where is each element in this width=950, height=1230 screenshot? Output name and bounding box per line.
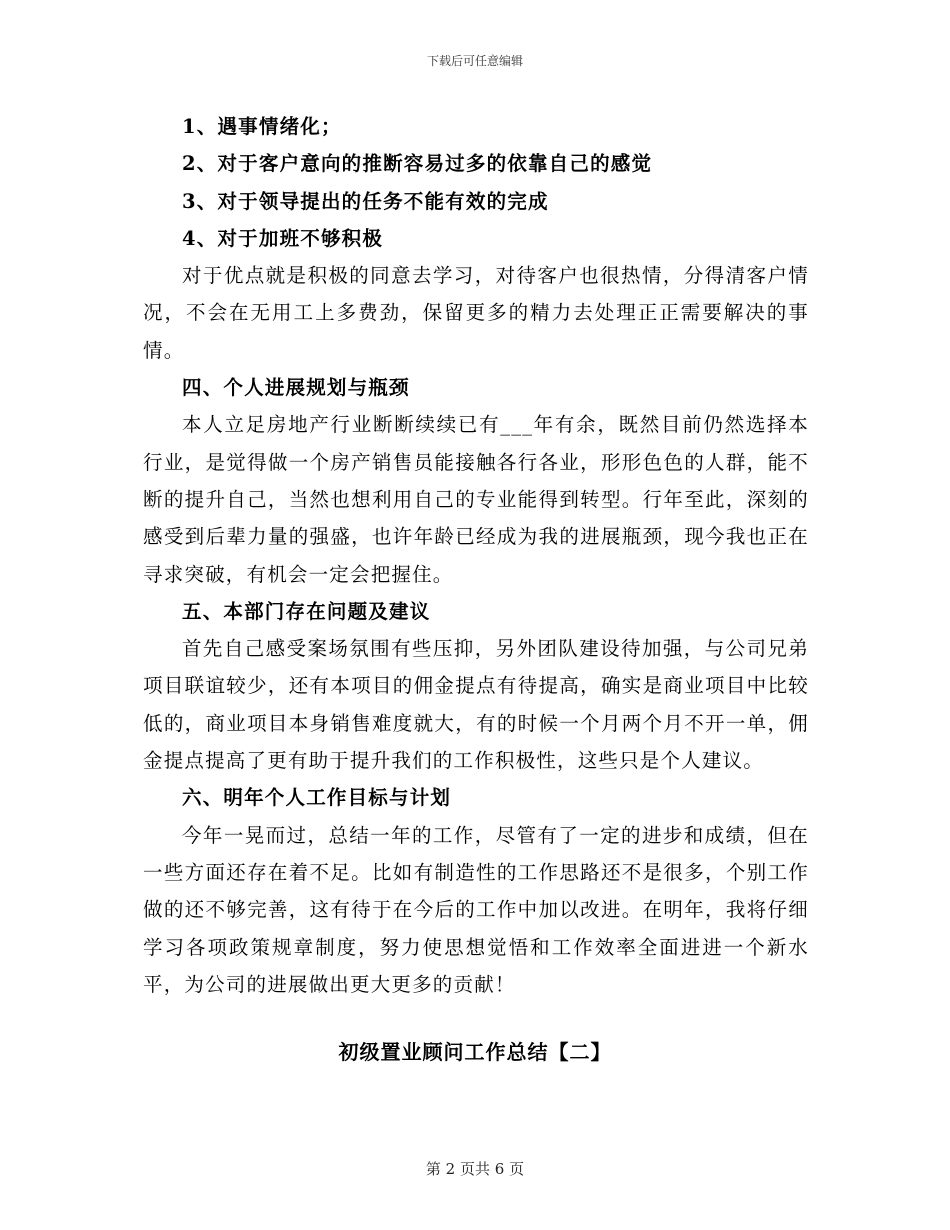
- section-paragraph-6: 今年一晃而过，总结一年的工作，尽管有了一定的进步和成绩，但在一些方面还存在着不足。比如有制造性的工作思路还不是很多，个别工作做的还不够完善，这有待于在今后的工作中加以改进。在明年，我将仔细学习各项政策规章制度，努力使思想觉悟和工作效率全面进进一个新水平，为公司的进展做出更大更多的贡献！: [143, 823, 809, 996]
- weakness-item-2: 2、对于客户意向的推断容易过多的依靠自己的感觉: [182, 152, 653, 176]
- weakness-item-3: 3、对于领导提出的任务不能有效的完成: [182, 189, 549, 213]
- weakness-item-1: 1、遇事情绪化；: [182, 115, 342, 138]
- section-paragraph-4: 本人立足房地产行业断断续续已有___年有余，既然目前仍然选择本行业，是觉得做一个房产销售员能接触各行各业，形形色色的人群，能不断的提升自己，当然也想利用自己的专业能得到转型。行年至此，深刻的感受到后辈力量的强盛，也许年龄已经成为我的进展瓶颈，现今我也正在寻求突破，有机会一定会把握住。: [143, 413, 809, 586]
- section-heading-5: 五、本部门存在问题及建议: [182, 599, 431, 623]
- strengths-paragraph: 对于优点就是积极的同意去学习，对待客户也很热情，分得清客户情况，不会在无用工上多费劲，保留更多的精力去处理正正需要解决的事情。: [143, 264, 809, 362]
- page-header: 下载后可任意编辑: [426, 54, 523, 68]
- weakness-item-4: 4、对于加班不够积极: [182, 226, 384, 250]
- section-heading-6: 六、明年个人工作目标与计划: [182, 786, 452, 810]
- page-footer: 第 2 页共 6 页: [425, 1160, 525, 1178]
- section-paragraph-5: 首先自己感受案场氛围有些压抑，另外团队建设待加强，与公司兄弟项目联谊较少，还有本项目的佣金提点有待提高，确实是商业项目中比较低的，商业项目本身销售难度就大，有的时候一个月两个月不开一单，佣金提点提高了更有助于提升我们的工作积极性，这些只是个人建议。: [143, 637, 809, 773]
- next-document-title: 初级置业顾问工作总结【二】: [338, 1040, 612, 1064]
- document-body: [143, 108, 809, 1003]
- section-heading-4: 四、个人进展规划与瓶颈: [182, 376, 410, 400]
